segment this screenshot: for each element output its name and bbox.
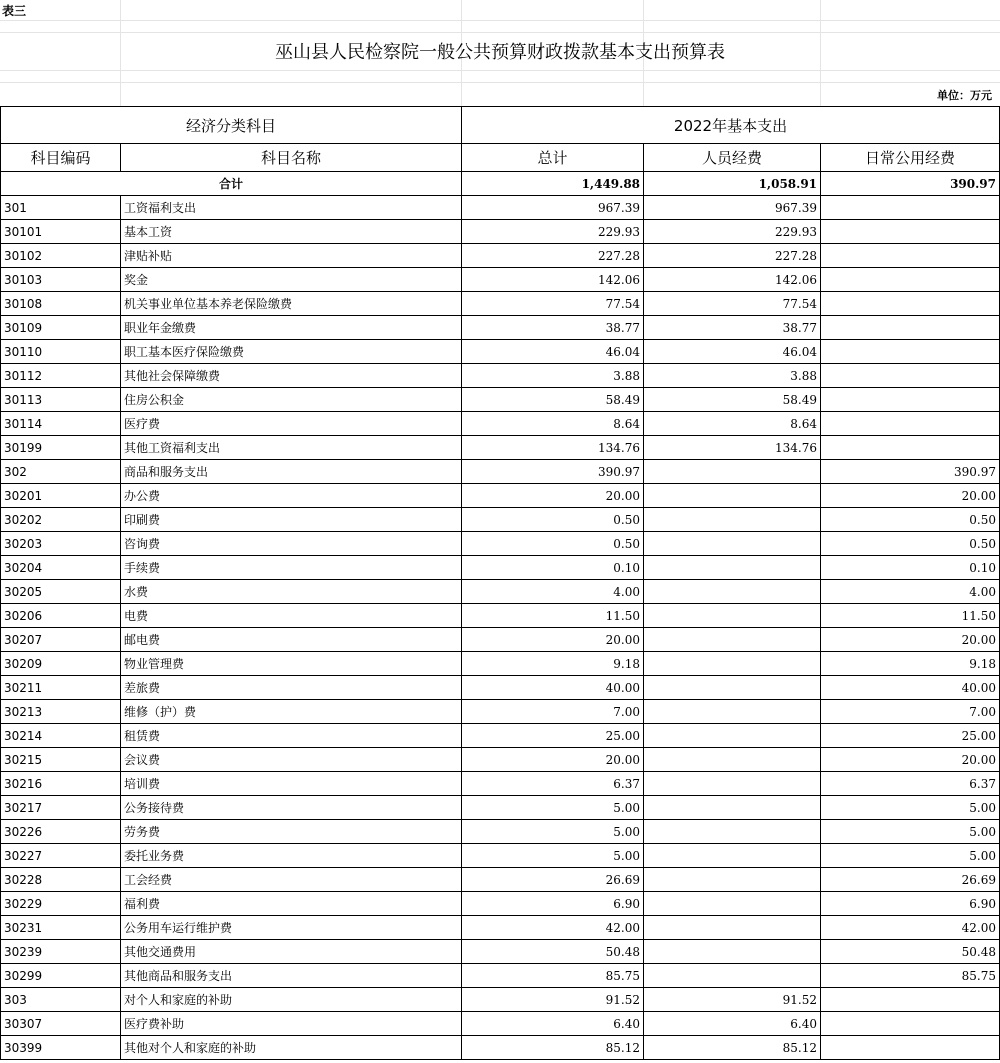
row-personnel [644,460,821,484]
row-name: 基本工资 [121,220,462,244]
row-code: 30207 [1,628,121,652]
row-code: 303 [1,988,121,1012]
row-total: 91.52 [462,988,644,1012]
row-personnel [644,964,821,988]
row-total: 20.00 [462,748,644,772]
row-name: 印刷费 [121,508,462,532]
table-row [1,892,1000,916]
row-public: 25.00 [821,724,1000,748]
row-total: 20.00 [462,628,644,652]
table-row [1,484,1000,508]
row-code: 30213 [1,700,121,724]
table-row [1,604,1000,628]
row-code: 30214 [1,724,121,748]
row-total: 229.93 [462,220,644,244]
row-code: 30114 [1,412,121,436]
table-row [1,964,1000,988]
row-name: 工会经费 [121,868,462,892]
page-title: 巫山县人民检察院一般公共预算财政拨款基本支出预算表 [275,42,725,63]
row-code: 30227 [1,844,121,868]
row-total: 5.00 [462,844,644,868]
header-column-row [1,144,1000,172]
table-row [1,652,1000,676]
table-row [1,1036,1000,1060]
row-public [821,316,1000,340]
row-total: 9.18 [462,652,644,676]
row-code: 30103 [1,268,121,292]
row-personnel: 6.40 [644,1012,821,1036]
row-total: 6.37 [462,772,644,796]
row-total: 46.04 [462,340,644,364]
row-public: 4.00 [821,580,1000,604]
row-personnel: 85.12 [644,1036,821,1060]
row-total: 0.10 [462,556,644,580]
header-economic-class: 经济分类科目 [1,107,462,144]
sheet-tag: 表三 [2,4,27,18]
row-total: 967.39 [462,196,644,220]
row-total: 40.00 [462,676,644,700]
row-total: 7.00 [462,700,644,724]
row-name: 公务用车运行维护费 [121,916,462,940]
row-code: 30215 [1,748,121,772]
header-code: 科目编码 [1,144,121,172]
row-public: 40.00 [821,676,1000,700]
row-code: 30110 [1,340,121,364]
table-row [1,844,1000,868]
row-code: 30239 [1,940,121,964]
header-public: 日常公用经费 [821,144,1000,172]
row-public: 11.50 [821,604,1000,628]
row-public [821,436,1000,460]
row-public: 20.00 [821,484,1000,508]
row-name: 医疗费补助 [121,1012,462,1036]
row-name: 培训费 [121,772,462,796]
row-code: 30202 [1,508,121,532]
grid-line [0,32,1000,33]
row-personnel [644,484,821,508]
row-name: 津贴补贴 [121,244,462,268]
row-public [821,244,1000,268]
row-personnel [644,940,821,964]
row-name: 奖金 [121,268,462,292]
table-row [1,220,1000,244]
grid-line [0,82,1000,83]
row-personnel: 227.28 [644,244,821,268]
row-name: 住房公积金 [121,388,462,412]
row-total: 85.12 [462,1036,644,1060]
table-row [1,796,1000,820]
row-code: 30108 [1,292,121,316]
row-public [821,364,1000,388]
row-personnel: 229.93 [644,220,821,244]
row-total: 38.77 [462,316,644,340]
row-personnel [644,724,821,748]
row-total: 20.00 [462,484,644,508]
row-name: 委托业务费 [121,844,462,868]
table-row [1,748,1000,772]
row-total: 50.48 [462,940,644,964]
total-public: 390.97 [821,172,1000,196]
header-basic-expenditure: 2022年基本支出 [462,107,1000,144]
row-name: 租赁费 [121,724,462,748]
row-name: 咨询费 [121,532,462,556]
row-total: 8.64 [462,412,644,436]
row-personnel: 8.64 [644,412,821,436]
row-total: 227.28 [462,244,644,268]
table-row [1,436,1000,460]
row-personnel [644,868,821,892]
row-code: 30299 [1,964,121,988]
row-personnel: 91.52 [644,988,821,1012]
row-public [821,292,1000,316]
row-public [821,220,1000,244]
table-row [1,364,1000,388]
row-total: 0.50 [462,532,644,556]
row-public [821,340,1000,364]
row-public: 0.10 [821,556,1000,580]
row-public: 26.69 [821,868,1000,892]
row-code: 30112 [1,364,121,388]
table-row [1,628,1000,652]
row-public: 5.00 [821,844,1000,868]
row-name: 机关事业单位基本养老保险缴费 [121,292,462,316]
row-personnel [644,532,821,556]
row-public: 0.50 [821,508,1000,532]
row-name: 医疗费 [121,412,462,436]
row-public [821,988,1000,1012]
row-name: 福利费 [121,892,462,916]
row-public: 7.00 [821,700,1000,724]
header-total: 总计 [462,144,644,172]
row-code: 30399 [1,1036,121,1060]
row-total: 26.69 [462,868,644,892]
row-name: 差旅费 [121,676,462,700]
row-code: 301 [1,196,121,220]
row-total: 11.50 [462,604,644,628]
row-code: 30199 [1,436,121,460]
row-name: 水费 [121,580,462,604]
row-code: 30113 [1,388,121,412]
row-personnel [644,772,821,796]
row-total: 58.49 [462,388,644,412]
row-name: 其他工资福利支出 [121,436,462,460]
row-code: 30211 [1,676,121,700]
row-personnel [644,652,821,676]
row-public: 20.00 [821,628,1000,652]
grid-line [0,70,1000,71]
row-code: 30205 [1,580,121,604]
row-total: 6.90 [462,892,644,916]
row-name: 手续费 [121,556,462,580]
row-total: 6.40 [462,1012,644,1036]
row-personnel: 77.54 [644,292,821,316]
row-personnel [644,796,821,820]
table-row [1,868,1000,892]
table-row [1,388,1000,412]
grid-line [0,20,1000,21]
row-total: 42.00 [462,916,644,940]
total-sum: 1,449.88 [462,172,644,196]
table-row [1,940,1000,964]
row-personnel: 46.04 [644,340,821,364]
row-name: 对个人和家庭的补助 [121,988,462,1012]
row-name: 商品和服务支出 [121,460,462,484]
table-row [1,556,1000,580]
table-row [1,244,1000,268]
row-code: 30201 [1,484,121,508]
row-name: 其他商品和服务支出 [121,964,462,988]
row-name: 工资福利支出 [121,196,462,220]
row-personnel [644,916,821,940]
row-name: 其他社会保障缴费 [121,364,462,388]
row-code: 30101 [1,220,121,244]
row-name: 职工基本医疗保险缴费 [121,340,462,364]
row-public: 42.00 [821,916,1000,940]
table-row [1,508,1000,532]
table-row [1,412,1000,436]
row-public: 6.37 [821,772,1000,796]
row-total: 77.54 [462,292,644,316]
row-personnel: 134.76 [644,436,821,460]
unit-label: 单位：万元 [937,89,992,102]
row-total: 5.00 [462,796,644,820]
table-row [1,532,1000,556]
table-row [1,196,1000,220]
row-code: 30226 [1,820,121,844]
total-row [1,172,1000,196]
row-name: 物业管理费 [121,652,462,676]
table-row [1,676,1000,700]
budget-table [0,106,1000,1060]
row-name: 其他交通费用 [121,940,462,964]
row-name: 劳务费 [121,820,462,844]
total-personnel: 1,058.91 [644,172,821,196]
row-personnel [644,556,821,580]
row-public [821,412,1000,436]
row-public: 0.50 [821,532,1000,556]
header-group-row [1,107,1000,144]
row-name: 公务接待费 [121,796,462,820]
row-personnel [644,844,821,868]
row-code: 30231 [1,916,121,940]
row-public [821,196,1000,220]
row-personnel [644,892,821,916]
row-total: 4.00 [462,580,644,604]
row-code: 30217 [1,796,121,820]
row-personnel [644,580,821,604]
row-code: 30307 [1,1012,121,1036]
row-code: 30204 [1,556,121,580]
table-row [1,292,1000,316]
row-personnel [644,604,821,628]
row-personnel [644,700,821,724]
row-public: 85.75 [821,964,1000,988]
row-code: 30203 [1,532,121,556]
table-row [1,1012,1000,1036]
row-name: 办公费 [121,484,462,508]
row-public: 20.00 [821,748,1000,772]
row-personnel [644,508,821,532]
table-row [1,772,1000,796]
row-public [821,388,1000,412]
row-total: 85.75 [462,964,644,988]
table-row [1,820,1000,844]
row-public: 9.18 [821,652,1000,676]
header-name: 科目名称 [121,144,462,172]
row-total: 25.00 [462,724,644,748]
table-row [1,316,1000,340]
row-personnel [644,676,821,700]
row-code: 30209 [1,652,121,676]
row-public: 5.00 [821,796,1000,820]
row-name: 会议费 [121,748,462,772]
row-code: 30206 [1,604,121,628]
row-total: 3.88 [462,364,644,388]
row-total: 5.00 [462,820,644,844]
row-code: 30228 [1,868,121,892]
row-total: 390.97 [462,460,644,484]
row-code: 30229 [1,892,121,916]
table-row [1,268,1000,292]
table-row [1,916,1000,940]
row-public [821,1012,1000,1036]
row-personnel [644,748,821,772]
row-total: 142.06 [462,268,644,292]
header-personnel: 人员经费 [644,144,821,172]
row-name: 职业年金缴费 [121,316,462,340]
row-name: 电费 [121,604,462,628]
row-public: 390.97 [821,460,1000,484]
total-label: 合计 [1,172,462,196]
row-code: 30216 [1,772,121,796]
row-code: 30109 [1,316,121,340]
row-personnel: 967.39 [644,196,821,220]
row-name: 维修（护）费 [121,700,462,724]
table-row [1,340,1000,364]
table-row [1,700,1000,724]
row-personnel [644,628,821,652]
row-personnel: 38.77 [644,316,821,340]
row-personnel [644,820,821,844]
row-public: 6.90 [821,892,1000,916]
table-row [1,580,1000,604]
row-code: 30102 [1,244,121,268]
row-total: 134.76 [462,436,644,460]
table-row [1,724,1000,748]
table-row [1,460,1000,484]
row-public [821,1036,1000,1060]
row-personnel: 142.06 [644,268,821,292]
row-total: 0.50 [462,508,644,532]
row-name: 邮电费 [121,628,462,652]
row-public: 5.00 [821,820,1000,844]
row-personnel: 3.88 [644,364,821,388]
row-personnel: 58.49 [644,388,821,412]
row-code: 302 [1,460,121,484]
row-name: 其他对个人和家庭的补助 [121,1036,462,1060]
row-public [821,268,1000,292]
row-public: 50.48 [821,940,1000,964]
table-row [1,988,1000,1012]
